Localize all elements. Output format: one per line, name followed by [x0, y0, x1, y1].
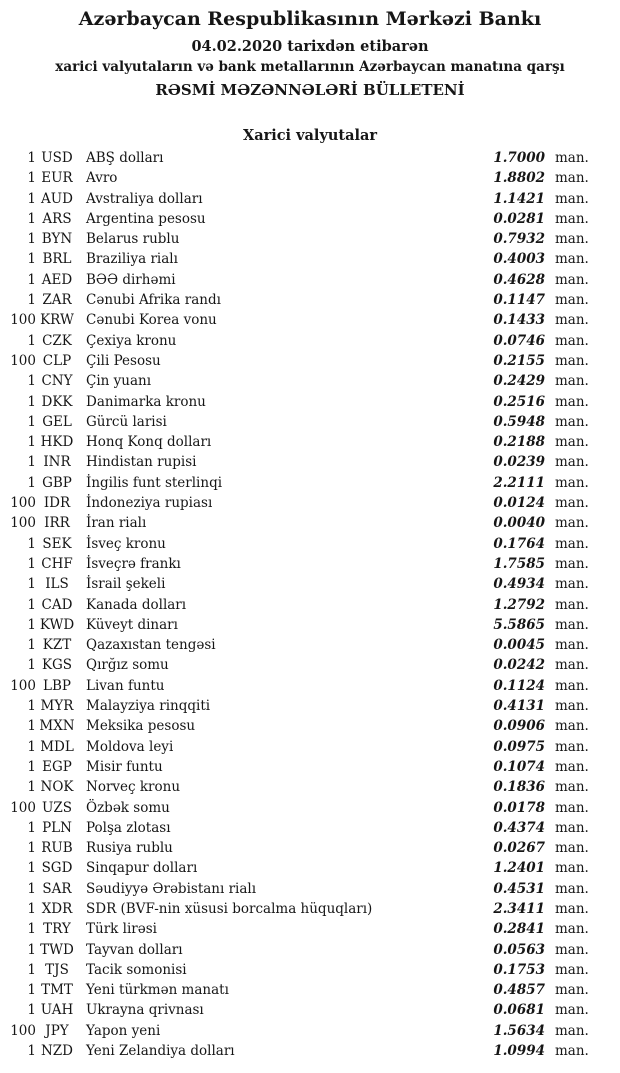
- currency-name-cell: Tayvan dolları: [86, 941, 183, 958]
- currency-name-cell: Braziliya rialı: [86, 251, 178, 268]
- currency-code-cell: CZK: [42, 332, 72, 349]
- currency-code-cell: AED: [41, 271, 73, 288]
- currency-code-cell: KZT: [42, 637, 72, 654]
- rate-row: [0, 1000, 620, 1020]
- unit-cell: man.: [555, 961, 589, 978]
- unit-cell: man.: [555, 738, 589, 755]
- rate-row: [0, 452, 620, 472]
- unit-cell: man.: [555, 880, 589, 897]
- rate-value-cell: 0.0746: [493, 332, 545, 349]
- currency-code-cell: JPY: [45, 1022, 69, 1039]
- unit-cell: man.: [555, 393, 589, 410]
- unit-cell: man.: [555, 231, 589, 248]
- unit-cell: man.: [555, 860, 589, 877]
- rate-value-cell: 0.0906: [493, 718, 545, 735]
- quantity-cell: 1: [27, 698, 36, 715]
- currency-code-cell: EUR: [41, 170, 73, 187]
- rate-row: [0, 737, 620, 757]
- quantity-cell: 1: [27, 880, 36, 897]
- currency-name-cell: İsrail şekeli: [86, 576, 166, 593]
- rate-value-cell: 0.2188: [493, 434, 545, 451]
- quantity-cell: 1: [27, 332, 36, 349]
- currency-code-cell: UAH: [40, 1002, 74, 1019]
- quantity-cell: 1: [27, 150, 36, 166]
- unit-cell: man.: [555, 576, 589, 593]
- currency-code-cell: IRR: [44, 515, 70, 532]
- unit-cell: man.: [555, 454, 589, 471]
- currency-name-cell: ABŞ dolları: [86, 150, 164, 166]
- rate-row: [0, 919, 620, 939]
- rate-row: [0, 960, 620, 980]
- currency-name-cell: Çexiya kronu: [86, 332, 177, 349]
- currency-name-cell: BƏƏ dirhəmi: [86, 271, 176, 288]
- currency-name-cell: Səudiyyə Ərəbistanı rialı: [86, 880, 257, 897]
- unit-cell: man.: [555, 332, 589, 349]
- currency-name-cell: Tacik somonisi: [86, 961, 187, 978]
- currency-code-cell: SAR: [42, 880, 72, 897]
- currency-name-cell: Argentina pesosu: [86, 210, 206, 227]
- quantity-cell: 1: [27, 292, 36, 309]
- unit-cell: man.: [555, 535, 589, 552]
- currency-code-cell: XDR: [41, 900, 73, 917]
- quantity-cell: 1: [27, 819, 36, 836]
- quantity-cell: 1: [27, 474, 36, 491]
- rate-row: [0, 574, 620, 594]
- currency-code-cell: CNY: [41, 373, 73, 390]
- rate-row: [0, 249, 620, 269]
- unit-cell: man.: [555, 698, 589, 715]
- currency-code-cell: GBP: [42, 474, 72, 491]
- unit-cell: man.: [555, 677, 589, 694]
- rate-row: [0, 432, 620, 452]
- currency-name-cell: Polşa zlotası: [86, 819, 171, 836]
- unit-cell: man.: [555, 1043, 589, 1060]
- currency-code-cell: TWD: [40, 941, 74, 958]
- bank-name-title: Azərbaycan Respublikasının Mərkəzi Bankı: [78, 8, 542, 30]
- currency-code-cell: USD: [41, 150, 73, 166]
- quantity-cell: 1: [27, 1043, 36, 1060]
- quantity-cell: 1: [27, 738, 36, 755]
- document-header: [0, 0, 620, 100]
- rate-value-cell: 1.8802: [493, 170, 545, 187]
- rate-value-cell: 2.2111: [493, 474, 545, 491]
- currency-name-cell: Qazaxıstan tengəsi: [86, 637, 216, 654]
- quantity-cell: 1: [27, 860, 36, 877]
- quantity-cell: 1: [27, 271, 36, 288]
- currency-code-cell: CHF: [41, 555, 73, 572]
- rate-row: [0, 148, 620, 168]
- currency-code-cell: TJS: [45, 961, 69, 978]
- rate-row: [0, 879, 620, 899]
- unit-cell: man.: [555, 312, 589, 329]
- rate-row: [0, 493, 620, 513]
- currency-name-cell: Çili Pesosu: [86, 352, 161, 369]
- rate-row: [0, 513, 620, 533]
- rate-value-cell: 0.0975: [493, 738, 545, 755]
- unit-cell: man.: [555, 555, 589, 572]
- quantity-cell: 100: [10, 312, 36, 329]
- rate-value-cell: 0.2516: [493, 393, 545, 410]
- quantity-cell: 1: [27, 718, 36, 735]
- rate-value-cell: 1.7585: [493, 555, 545, 572]
- unit-cell: man.: [555, 190, 589, 207]
- quantity-cell: 1: [27, 434, 36, 451]
- quantity-cell: 1: [27, 758, 36, 775]
- rate-value-cell: 5.5865: [493, 616, 545, 633]
- unit-cell: man.: [555, 495, 589, 512]
- currency-code-cell: AUD: [41, 190, 73, 207]
- unit-cell: man.: [555, 616, 589, 633]
- rate-value-cell: 0.0178: [493, 799, 545, 816]
- effective-date-line: 04.02.2020 tarixdən etibarən: [191, 38, 429, 55]
- rate-value-cell: 2.3411: [493, 900, 545, 917]
- rate-value-cell: 0.4131: [493, 698, 545, 715]
- currency-name-cell: İsveç kronu: [86, 535, 166, 552]
- quantity-cell: 1: [27, 657, 36, 674]
- rate-value-cell: 0.1147: [493, 292, 545, 309]
- quantity-cell: 100: [10, 352, 36, 369]
- currency-name-cell: Yeni Zelandiya dolları: [86, 1043, 235, 1060]
- currency-code-cell: NZD: [40, 1043, 74, 1060]
- rate-value-cell: 0.2841: [493, 921, 545, 938]
- rate-value-cell: 0.1836: [493, 779, 545, 796]
- rate-value-cell: 0.1433: [493, 312, 545, 329]
- currency-name-cell: Hindistan rupisi: [86, 454, 197, 471]
- currency-name-cell: Avstraliya dolları: [86, 190, 203, 207]
- currency-name-cell: Meksika pesosu: [86, 718, 196, 735]
- currency-name-cell: Çin yuanı: [86, 373, 152, 390]
- rate-row: [0, 858, 620, 878]
- rate-row: [0, 189, 620, 209]
- rate-value-cell: 0.1124: [493, 677, 545, 694]
- currency-code-cell: BRL: [42, 251, 72, 268]
- rate-value-cell: 0.5948: [493, 413, 545, 430]
- currency-name-cell: İndoneziya rupiası: [86, 495, 213, 512]
- rate-value-cell: 1.1421: [493, 190, 545, 207]
- rate-row: [0, 534, 620, 554]
- rate-value-cell: 0.2155: [493, 352, 545, 369]
- rate-row: [0, 838, 620, 858]
- currency-name-cell: Gürcü larisi: [86, 413, 167, 430]
- rate-row: [0, 615, 620, 635]
- currency-name-cell: SDR (BVF-nin xüsusi borcalma hüquqları): [86, 900, 373, 917]
- rate-value-cell: 0.4003: [493, 251, 545, 268]
- rate-row: [0, 310, 620, 330]
- currency-code-cell: ILS: [45, 576, 69, 593]
- rate-row: [0, 757, 620, 777]
- quantity-cell: 1: [27, 454, 36, 471]
- rate-value-cell: 0.4857: [493, 982, 545, 999]
- currency-code-cell: CAD: [41, 596, 73, 613]
- currency-name-cell: Cənubi Korea vonu: [86, 312, 217, 329]
- rate-row: [0, 818, 620, 838]
- currency-name-cell: Türk lirəsi: [86, 921, 157, 938]
- rate-value-cell: 0.4934: [493, 576, 545, 593]
- rate-row: [0, 412, 620, 432]
- unit-cell: man.: [555, 840, 589, 857]
- rate-value-cell: 1.2792: [493, 596, 545, 613]
- quantity-cell: 1: [27, 1002, 36, 1019]
- unit-cell: man.: [555, 515, 589, 532]
- currency-name-cell: Rusiya rublu: [86, 840, 173, 857]
- currency-name-cell: Kanada dolları: [86, 596, 187, 613]
- rate-row: [0, 473, 620, 493]
- rate-value-cell: 0.0124: [493, 495, 545, 512]
- section-title-foreign-currencies: Xarici valyutalar: [242, 127, 378, 144]
- unit-cell: man.: [555, 941, 589, 958]
- quantity-cell: 1: [27, 961, 36, 978]
- currency-name-cell: İngilis funt sterlinqi: [86, 474, 223, 491]
- rates-table: [0, 148, 620, 1061]
- currency-name-cell: Küveyt dinarı: [86, 616, 178, 633]
- rate-value-cell: 0.7932: [493, 231, 545, 248]
- rate-row: [0, 980, 620, 1000]
- quantity-cell: 1: [27, 576, 36, 593]
- rate-value-cell: 0.0242: [493, 657, 545, 674]
- rate-row: [0, 351, 620, 371]
- currency-code-cell: SEK: [42, 535, 72, 552]
- rate-row: [0, 1041, 620, 1061]
- quantity-cell: 100: [10, 1022, 36, 1039]
- rate-row: [0, 554, 620, 574]
- currency-name-cell: Cənubi Afrika randı: [86, 292, 221, 309]
- currency-code-cell: ARS: [42, 210, 72, 227]
- unit-cell: man.: [555, 434, 589, 451]
- rate-row: [0, 371, 620, 391]
- currency-name-cell: Özbək somu: [86, 799, 170, 816]
- currency-code-cell: EGP: [42, 758, 72, 775]
- currency-code-cell: IDR: [43, 495, 71, 512]
- currency-code-cell: TRY: [43, 921, 71, 938]
- unit-cell: man.: [555, 637, 589, 654]
- rate-value-cell: 0.4374: [493, 819, 545, 836]
- bulletin-title: RƏSMİ MƏZƏNNƏLƏRİ BÜLLETENİ: [155, 81, 465, 99]
- currency-name-cell: Yapon yeni: [86, 1022, 161, 1039]
- quantity-cell: 1: [27, 251, 36, 268]
- unit-cell: man.: [555, 758, 589, 775]
- subject-line: xarici valyutaların və bank metallarının Azərbaycan manatına qarşı: [55, 59, 565, 75]
- quantity-cell: 1: [27, 393, 36, 410]
- rate-value-cell: 0.0681: [493, 1002, 545, 1019]
- currency-code-cell: CLP: [42, 352, 72, 369]
- currency-code-cell: KGS: [41, 657, 73, 674]
- currency-name-cell: Ukrayna qrivnası: [86, 1002, 204, 1019]
- currency-code-cell: HKD: [40, 434, 74, 451]
- rate-row: [0, 209, 620, 229]
- rate-value-cell: 1.2401: [493, 860, 545, 877]
- quantity-cell: 1: [27, 170, 36, 187]
- unit-cell: man.: [555, 1022, 589, 1039]
- unit-cell: man.: [555, 596, 589, 613]
- quantity-cell: 1: [27, 637, 36, 654]
- quantity-cell: 100: [10, 495, 36, 512]
- unit-cell: man.: [555, 1002, 589, 1019]
- currency-code-cell: NOK: [40, 779, 74, 796]
- currency-code-cell: KRW: [40, 312, 74, 329]
- currency-code-cell: ZAR: [42, 292, 72, 309]
- quantity-cell: 1: [27, 190, 36, 207]
- unit-cell: man.: [555, 779, 589, 796]
- quantity-cell: 1: [27, 231, 36, 248]
- rate-row: [0, 229, 620, 249]
- rate-value-cell: 1.0994: [493, 1043, 545, 1060]
- currency-name-cell: İran rialı: [86, 515, 147, 532]
- currency-name-cell: Honq Konq dolları: [86, 434, 212, 451]
- currency-code-cell: PLN: [42, 819, 72, 836]
- currency-code-cell: TMT: [41, 982, 73, 999]
- rate-row: [0, 1021, 620, 1041]
- quantity-cell: 1: [27, 616, 36, 633]
- rate-row: [0, 777, 620, 797]
- quantity-cell: 1: [27, 535, 36, 552]
- unit-cell: man.: [555, 657, 589, 674]
- quantity-cell: 1: [27, 596, 36, 613]
- currency-name-cell: Livan funtu: [86, 677, 165, 694]
- currency-name-cell: Norveç kronu: [86, 779, 181, 796]
- quantity-cell: 1: [27, 413, 36, 430]
- rate-value-cell: 0.0040: [493, 515, 545, 532]
- rate-row: [0, 635, 620, 655]
- rate-row: [0, 331, 620, 351]
- unit-cell: man.: [555, 921, 589, 938]
- quantity-cell: 1: [27, 921, 36, 938]
- quantity-cell: 1: [27, 840, 36, 857]
- currency-code-cell: DKK: [41, 393, 73, 410]
- rate-value-cell: 0.0239: [493, 454, 545, 471]
- rate-value-cell: 0.1764: [493, 535, 545, 552]
- unit-cell: man.: [555, 900, 589, 917]
- quantity-cell: 100: [10, 799, 36, 816]
- currency-code-cell: MXN: [39, 718, 75, 735]
- rate-value-cell: 0.1753: [493, 961, 545, 978]
- rate-row: [0, 655, 620, 675]
- rate-value-cell: 0.0563: [493, 941, 545, 958]
- unit-cell: man.: [555, 799, 589, 816]
- quantity-cell: 1: [27, 373, 36, 390]
- currency-name-cell: Malayziya rinqqiti: [86, 698, 211, 715]
- rate-row: [0, 168, 620, 188]
- rate-row: [0, 696, 620, 716]
- currency-code-cell: MYR: [40, 698, 74, 715]
- unit-cell: man.: [555, 819, 589, 836]
- rate-row: [0, 290, 620, 310]
- currency-code-cell: KWD: [39, 616, 75, 633]
- unit-cell: man.: [555, 210, 589, 227]
- currency-code-cell: INR: [43, 454, 71, 471]
- rate-value-cell: 1.5634: [493, 1022, 545, 1039]
- currency-code-cell: GEL: [42, 413, 72, 430]
- currency-name-cell: Belarus rublu: [86, 231, 180, 248]
- rate-row: [0, 940, 620, 960]
- unit-cell: man.: [555, 474, 589, 491]
- currency-name-cell: Sinqapur dolları: [86, 860, 198, 877]
- rate-value-cell: 1.7000: [493, 150, 545, 166]
- rate-row: [0, 899, 620, 919]
- unit-cell: man.: [555, 271, 589, 288]
- unit-cell: man.: [555, 413, 589, 430]
- rate-row: [0, 716, 620, 736]
- unit-cell: man.: [555, 373, 589, 390]
- rate-value-cell: 0.0045: [493, 637, 545, 654]
- rate-value-cell: 0.1074: [493, 758, 545, 775]
- currency-code-cell: RUB: [41, 840, 73, 857]
- currency-name-cell: Danimarka kronu: [86, 393, 206, 410]
- rate-row: [0, 595, 620, 615]
- unit-cell: man.: [555, 150, 589, 166]
- currency-name-cell: Qırğız somu: [86, 657, 169, 674]
- currency-name-cell: İsveçrə frankı: [86, 555, 181, 572]
- quantity-cell: 1: [27, 555, 36, 572]
- rate-row: [0, 270, 620, 290]
- currency-code-cell: MDL: [40, 738, 74, 755]
- currency-code-cell: SGD: [41, 860, 73, 877]
- currency-code-cell: UZS: [41, 799, 72, 816]
- rate-value-cell: 0.0281: [493, 210, 545, 227]
- currency-code-cell: LBP: [43, 677, 71, 694]
- quantity-cell: 100: [10, 677, 36, 694]
- rate-value-cell: 0.2429: [493, 373, 545, 390]
- currency-code-cell: BYN: [41, 231, 73, 248]
- unit-cell: man.: [555, 352, 589, 369]
- unit-cell: man.: [555, 251, 589, 268]
- rate-value-cell: 0.4628: [493, 271, 545, 288]
- quantity-cell: 1: [27, 941, 36, 958]
- quantity-cell: 1: [27, 210, 36, 227]
- quantity-cell: 100: [10, 515, 36, 532]
- unit-cell: man.: [555, 718, 589, 735]
- unit-cell: man.: [555, 292, 589, 309]
- rate-value-cell: 0.4531: [493, 880, 545, 897]
- quantity-cell: 1: [27, 982, 36, 999]
- rate-row: [0, 798, 620, 818]
- currency-name-cell: Moldova leyi: [86, 738, 174, 755]
- quantity-cell: 1: [27, 779, 36, 796]
- rate-row: [0, 392, 620, 412]
- currency-name-cell: Misir funtu: [86, 758, 163, 775]
- rate-value-cell: 0.0267: [493, 840, 545, 857]
- currency-name-cell: Yeni türkmən manatı: [86, 982, 229, 999]
- unit-cell: man.: [555, 170, 589, 187]
- rate-row: [0, 676, 620, 696]
- quantity-cell: 1: [27, 900, 36, 917]
- currency-name-cell: Avro: [86, 170, 118, 187]
- unit-cell: man.: [555, 982, 589, 999]
